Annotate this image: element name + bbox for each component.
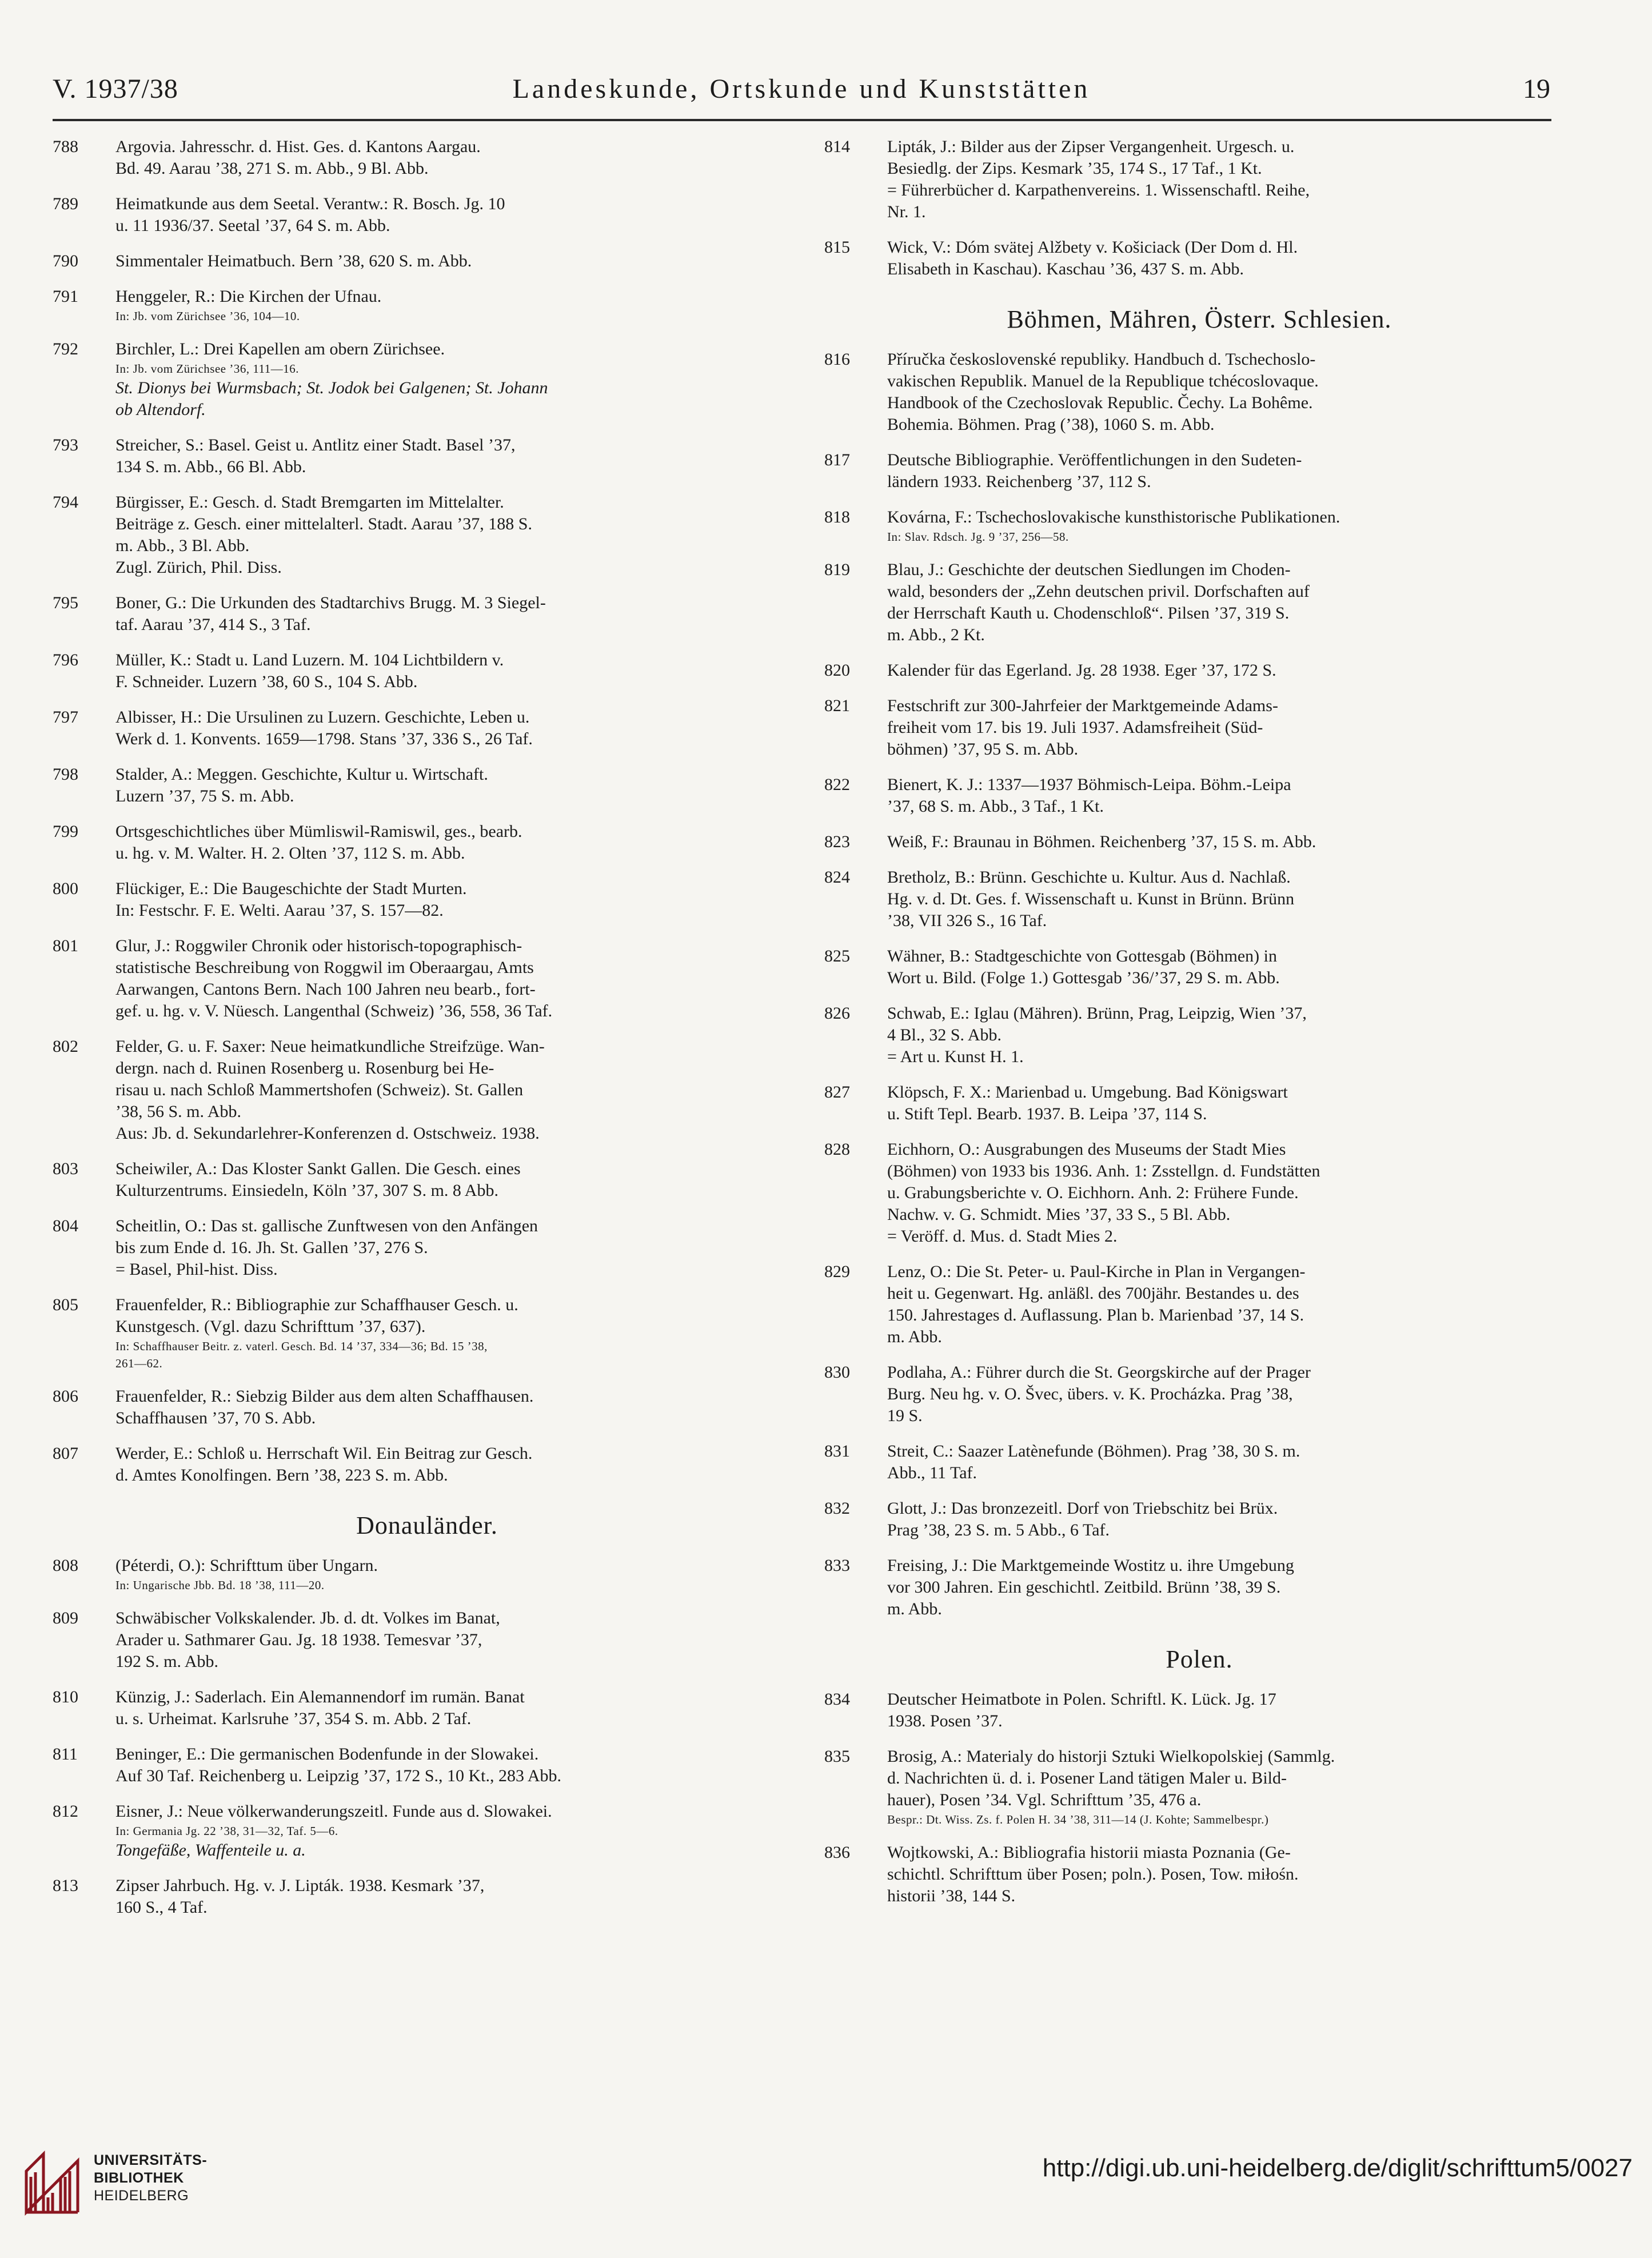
bibliography-entry bbox=[824, 1003, 1551, 1068]
entry-text-line: 192 S. m. Abb. bbox=[115, 1652, 219, 1671]
entry-number: 791 bbox=[53, 287, 78, 306]
library-name bbox=[94, 2152, 207, 2205]
entry-text-line: statistische Beschreibung von Roggwil im Oberaargau, Amts bbox=[115, 958, 534, 977]
entry-text-line: m. Abb., 2 Kt. bbox=[887, 625, 985, 644]
bibliography-entry bbox=[53, 764, 779, 807]
entry-text-line: Bienert, K. J.: 1337—1937 Böhmisch-Leipa. Böhm.-Leipa bbox=[887, 775, 1291, 794]
entry-text-line: u. s. Urheimat. Karlsruhe ’37, 354 S. m. Abb. 2 Taf. bbox=[115, 1709, 472, 1728]
entry-text-line: freiheit vom 17. bis 19. Juli 1937. Adamsfreiheit (Süd- bbox=[887, 718, 1263, 737]
entry-text-line: Ortsgeschichtliches über Mümliswil-Ramiswil, ges., bearb. bbox=[115, 822, 522, 841]
entry-text-line: 1938. Posen ’37. bbox=[887, 1712, 1003, 1730]
ub-heidelberg-logo-icon bbox=[21, 2148, 83, 2217]
entry-text-line: Deutscher Heimatbote in Polen. Schriftl. K. Lück. Jg. 17 bbox=[887, 1690, 1276, 1709]
entry-text-line: Bretholz, B.: Brünn. Geschichte u. Kultur. Aus d. Nachlaß. bbox=[887, 868, 1291, 887]
entry-text-line: Glott, J.: Das bronzezeitl. Dorf von Triebschitz bei Brüx. bbox=[887, 1499, 1278, 1518]
library-line-2: BIBLIOTHEK bbox=[94, 2170, 184, 2186]
entry-number: 833 bbox=[824, 1556, 850, 1575]
entry-number: 802 bbox=[53, 1037, 78, 1056]
entry-source-note: In: Schaffhauser Beitr. z. vaterl. Gesch. Bd. 14 ’37, 334—36; Bd. 15 ’38, bbox=[115, 1339, 488, 1353]
bibliography-entry bbox=[53, 1875, 779, 1918]
entry-text-line: u. 11 1936/37. Seetal ’37, 64 S. m. Abb. bbox=[115, 216, 390, 235]
bibliography-entry bbox=[53, 492, 779, 579]
bibliography-entry bbox=[824, 774, 1551, 817]
entry-number: 834 bbox=[824, 1690, 850, 1709]
entry-source-note: In: Jb. vom Zürichsee ’36, 104—10. bbox=[115, 309, 300, 323]
entry-number: 814 bbox=[824, 137, 850, 156]
bibliography-entry bbox=[53, 1443, 779, 1486]
bibliography-entry bbox=[53, 1215, 779, 1280]
entry-text-line: ländern 1933. Reichenberg ’37, 112 S. bbox=[887, 472, 1151, 491]
entry-number: 792 bbox=[53, 340, 78, 358]
entry-number: 831 bbox=[824, 1442, 850, 1461]
bibliography-entry bbox=[53, 935, 779, 1022]
entry-text-line: Werk d. 1. Konvents. 1659—1798. Stans ’37, 336 S., 26 Taf. bbox=[115, 729, 533, 748]
bibliography-entry bbox=[824, 449, 1551, 493]
entry-text-line: Bd. 49. Aarau ’38, 271 S. m. Abb., 9 Bl. Abb. bbox=[115, 159, 429, 178]
bibliography-entry bbox=[53, 1686, 779, 1730]
entry-text-line: ’38, 56 S. m. Abb. bbox=[115, 1102, 242, 1121]
bibliography-entry bbox=[824, 506, 1551, 545]
entry-text-line: Wähner, B.: Stadtgeschichte von Gottesgab (Böhmen) in bbox=[887, 947, 1277, 966]
entry-source-note: In: Ungarische Jbb. Bd. 18 ’38, 111—20. bbox=[115, 1578, 325, 1592]
bibliography-entry bbox=[53, 1036, 779, 1144]
bibliography-entry bbox=[53, 707, 779, 750]
bibliography-entry bbox=[53, 878, 779, 921]
entry-text-line: Prag ’38, 23 S. m. 5 Abb., 6 Taf. bbox=[887, 1521, 1110, 1539]
entry-source-note: Bespr.: Dt. Wiss. Zs. f. Polen H. 34 ’38, 311—14 (J. Kohte; Sammelbespr.) bbox=[887, 1813, 1269, 1826]
page-number: 19 bbox=[1523, 74, 1550, 104]
entry-italic-note: Tongefäße, Waffenteile u. a. bbox=[115, 1841, 306, 1860]
entry-number: 789 bbox=[53, 194, 78, 213]
entry-text-line: böhmen) ’37, 95 S. m. Abb. bbox=[887, 740, 1079, 759]
entry-number: 810 bbox=[53, 1687, 78, 1706]
entry-text-line: Příručka československé republiky. Handbuch d. Tschechoslo- bbox=[887, 350, 1316, 369]
bibliography-entry bbox=[824, 1746, 1551, 1828]
entry-text-line: Streicher, S.: Basel. Geist u. Antlitz einer Stadt. Basel ’37, bbox=[115, 436, 516, 454]
page-footer bbox=[21, 2148, 1633, 2223]
bibliography-entry bbox=[824, 1139, 1551, 1247]
entry-text-line: schichtl. Schrifttum über Posen; poln.). Posen, Tow. miłośn. bbox=[887, 1865, 1299, 1884]
bibliography-entry bbox=[53, 286, 779, 325]
library-line-3: HEIDELBERG bbox=[94, 2188, 189, 2204]
bibliography-entry bbox=[824, 695, 1551, 760]
entry-source-note: In: Germania Jg. 22 ’38, 31—32, Taf. 5—6. bbox=[115, 1824, 338, 1838]
entry-number: 808 bbox=[53, 1556, 78, 1575]
entry-text-line: Lipták, J.: Bilder aus der Zipser Vergangenheit. Urgesch. u. bbox=[887, 137, 1295, 156]
entry-number: 818 bbox=[824, 508, 850, 526]
entry-text-line: u. hg. v. M. Walter. H. 2. Olten ’37, 112 S. m. Abb. bbox=[115, 844, 465, 863]
bibliography-entry bbox=[824, 831, 1551, 853]
entry-text-line: der Herrschaft Kauth u. Chodenschloß“. Pilsen ’37, 319 S. bbox=[887, 604, 1290, 623]
entry-text-line: bis zum Ende d. 16. Jh. St. Gallen ’37, 276 S. bbox=[115, 1238, 428, 1257]
bibliography-entry bbox=[53, 1294, 779, 1372]
entry-text-line: Kalender für das Egerland. Jg. 28 1938. Eger ’37, 172 S. bbox=[887, 661, 1276, 680]
entry-text-line: Simmentaler Heimatbuch. Bern ’38, 620 S. m. Abb. bbox=[115, 252, 472, 270]
bibliography-entry bbox=[53, 592, 779, 636]
entry-text-line: m. Abb. bbox=[887, 1327, 942, 1346]
entry-text-line: = Art u. Kunst H. 1. bbox=[887, 1047, 1024, 1066]
right-column bbox=[824, 136, 1551, 1921]
entry-text-line: 19 S. bbox=[887, 1406, 923, 1425]
entry-number: 816 bbox=[824, 350, 850, 369]
entry-number: 804 bbox=[53, 1216, 78, 1235]
entry-text-line: u. Grabungsberichte v. O. Eichhorn. Anh. 2: Frühere Funde. bbox=[887, 1183, 1299, 1202]
bibliography-entry bbox=[824, 1689, 1551, 1732]
entry-text-line: = Veröff. d. Mus. d. Stadt Mies 2. bbox=[887, 1227, 1118, 1246]
entry-text-line: Schwäbischer Volkskalender. Jb. d. dt. Volkes im Banat, bbox=[115, 1609, 500, 1627]
bibliography-entry bbox=[53, 1555, 779, 1594]
entry-text-line: Hg. v. d. Dt. Ges. f. Wissenschaft u. Kunst in Brünn. Brünn bbox=[887, 889, 1295, 908]
entry-text-line: Albisser, H.: Die Ursulinen zu Luzern. Geschichte, Leben u. bbox=[115, 708, 530, 727]
entry-number: 830 bbox=[824, 1363, 850, 1382]
entry-number: 821 bbox=[824, 696, 850, 715]
entry-number: 807 bbox=[53, 1444, 78, 1463]
entry-number: 826 bbox=[824, 1004, 850, 1023]
entry-text-line: u. Stift Tepl. Bearb. 1937. B. Leipa ’37, 114 S. bbox=[887, 1104, 1207, 1123]
entry-text-line: wald, besonders der „Zehn deutschen privil. Dorfschaften auf bbox=[887, 582, 1310, 601]
entry-text-line: In: Festschr. F. E. Welti. Aarau ’37, S. 157—82. bbox=[115, 901, 444, 920]
entry-number: 806 bbox=[53, 1387, 78, 1406]
entry-number: 828 bbox=[824, 1140, 850, 1159]
entry-text-line: Bohemia. Böhmen. Prag (’38), 1060 S. m. Abb. bbox=[887, 415, 1215, 434]
entry-text-line: (Péterdi, O.): Schrifttum über Ungarn. bbox=[115, 1556, 378, 1575]
bibliography-entry bbox=[53, 136, 779, 179]
entry-text-line: F. Schneider. Luzern ’38, 60 S., 104 S. Abb. bbox=[115, 672, 418, 691]
bibliography-entry bbox=[824, 1082, 1551, 1125]
entry-text-line: 150. Jahrestages d. Auflassung. Plan b. Marienbad ’37, 14 S. bbox=[887, 1306, 1304, 1325]
bibliography-entry bbox=[824, 1261, 1551, 1348]
entry-number: 819 bbox=[824, 560, 850, 579]
entry-text-line: Argovia. Jahresschr. d. Hist. Ges. d. Kantons Aargau. bbox=[115, 137, 481, 156]
bibliography-entry bbox=[53, 193, 779, 237]
entry-number: 817 bbox=[824, 450, 850, 469]
entry-text-line: 134 S. m. Abb., 66 Bl. Abb. bbox=[115, 457, 306, 476]
entry-number: 809 bbox=[53, 1609, 78, 1627]
entry-text-line: Birchler, L.: Drei Kapellen am obern Zürichsee. bbox=[115, 340, 445, 358]
entry-text-line: Scheiwiler, A.: Das Kloster Sankt Gallen. Die Gesch. eines bbox=[115, 1159, 521, 1178]
entry-text-line: Künzig, J.: Saderlach. Ein Alemannendorf im rumän. Banat bbox=[115, 1687, 525, 1706]
entry-number: 797 bbox=[53, 708, 78, 727]
entry-text-line: Weiß, F.: Braunau in Böhmen. Reichenberg ’37, 15 S. m. Abb. bbox=[887, 832, 1316, 851]
running-title: Landeskunde, Ortskunde und Kunststätten bbox=[512, 74, 1091, 104]
entry-text-line: Stalder, A.: Meggen. Geschichte, Kultur u. Wirtschaft. bbox=[115, 765, 488, 784]
entry-text-line: Bürgisser, E.: Gesch. d. Stadt Bremgarten im Mittelalter. bbox=[115, 493, 504, 512]
entry-text-line: Beninger, E.: Die germanischen Bodenfunde in der Slowakei. bbox=[115, 1745, 539, 1764]
entry-number: 824 bbox=[824, 868, 850, 887]
entry-text-line: Deutsche Bibliographie. Veröffentlichungen in den Sudeten- bbox=[887, 450, 1302, 469]
entry-number: 815 bbox=[824, 238, 850, 257]
entry-number: 805 bbox=[53, 1295, 78, 1314]
bibliography-entry bbox=[824, 349, 1551, 436]
entry-text-line: Glur, J.: Roggwiler Chronik oder historisch-topographisch- bbox=[115, 936, 522, 955]
entry-number: 829 bbox=[824, 1262, 850, 1281]
entry-text-line: heit u. Gegenwart. Hg. anläßl. des 700jähr. Bestandes u. des bbox=[887, 1284, 1299, 1303]
entry-text-line: Werder, E.: Schloß u. Herrschaft Wil. Ein Beitrag zur Gesch. bbox=[115, 1444, 533, 1463]
entry-number: 823 bbox=[824, 832, 850, 851]
entry-text-line: Scheitlin, O.: Das st. gallische Zunftwesen von den Anfängen bbox=[115, 1216, 538, 1235]
entry-number: 796 bbox=[53, 651, 78, 669]
entry-number: 825 bbox=[824, 947, 850, 966]
bibliography-entry bbox=[824, 1842, 1551, 1907]
entry-text-line: = Führerbücher d. Karpathenvereins. 1. Wissenschaftl. Reihe, bbox=[887, 181, 1310, 200]
entry-text-line: Felder, G. u. F. Saxer: Neue heimatkundliche Streifzüge. Wan- bbox=[115, 1037, 545, 1056]
entry-text-line: Lenz, O.: Die St. Peter- u. Paul-Kirche in Plan in Vergangen- bbox=[887, 1262, 1306, 1281]
entry-text-line: Boner, G.: Die Urkunden des Stadtarchivs Brugg. M. 3 Siegel- bbox=[115, 593, 546, 612]
entry-text-line: Eichhorn, O.: Ausgrabungen des Museums der Stadt Mies bbox=[887, 1140, 1286, 1159]
entry-number: 799 bbox=[53, 822, 78, 841]
entry-text-line: Brosig, A.: Materialy do historji Sztuki Wielkopolskiej (Sammlg. bbox=[887, 1747, 1335, 1766]
source-url-link[interactable]: http://digi.ub.uni-heidelberg.de/diglit/schrifttum5/0027 bbox=[1042, 2154, 1633, 2182]
entry-number: 790 bbox=[53, 252, 78, 270]
section-heading: Polen. bbox=[1166, 1645, 1233, 1673]
entry-text-line: taf. Aarau ’37, 414 S., 3 Taf. bbox=[115, 615, 311, 634]
entry-text-line: m. Abb. bbox=[887, 1599, 942, 1618]
entry-number: 836 bbox=[824, 1843, 850, 1862]
bibliography-entry bbox=[824, 1441, 1551, 1484]
entry-text-line: Klöpsch, F. X.: Marienbad u. Umgebung. Bad Königswart bbox=[887, 1083, 1288, 1102]
entry-text-line: Streit, C.: Saazer Latènefunde (Böhmen). Prag ’38, 30 S. m. bbox=[887, 1442, 1300, 1461]
entry-text-line: Handbook of the Czechoslovak Republic. Čechy. La Bohême. bbox=[887, 393, 1313, 412]
entry-text-line: Aarwangen, Cantons Bern. Nach 100 Jahren neu bearb., fort- bbox=[115, 980, 536, 999]
left-column bbox=[53, 136, 779, 1932]
entry-source-note: In: Slav. Rdsch. Jg. 9 ’37, 256—58. bbox=[887, 530, 1069, 544]
entry-text-line: ’38, VII 326 S., 16 Taf. bbox=[887, 911, 1047, 930]
entry-text-line: m. Abb., 3 Bl. Abb. bbox=[115, 536, 250, 555]
bibliography-entry bbox=[53, 1158, 779, 1202]
entry-number: 811 bbox=[53, 1745, 78, 1764]
entry-number: 812 bbox=[53, 1802, 78, 1821]
entry-text-line: Beiträge z. Gesch. einer mittelalterl. Stadt. Aarau ’37, 188 S. bbox=[115, 514, 532, 533]
bibliography-entry bbox=[824, 867, 1551, 932]
bibliography-entry bbox=[53, 1801, 779, 1861]
entry-italic-note: ob Altendorf. bbox=[115, 400, 206, 419]
entry-text-line: Nr. 1. bbox=[887, 202, 926, 221]
entry-text-line: dergn. nach d. Ruinen Rosenberg u. Rosenburg bei He- bbox=[115, 1059, 494, 1078]
entry-text-line: Kunstgesch. (Vgl. dazu Schrifttum ’37, 637). bbox=[115, 1317, 426, 1336]
entry-text-line: Heimatkunde aus dem Seetal. Verantw.: R. Bosch. Jg. 10 bbox=[115, 194, 505, 213]
entry-text-line: Blau, J.: Geschichte der deutschen Siedlungen im Choden- bbox=[887, 560, 1291, 579]
entry-text-line: Luzern ’37, 75 S. m. Abb. bbox=[115, 787, 294, 805]
bibliography-entry bbox=[824, 946, 1551, 989]
entry-source-note: 261—62. bbox=[115, 1357, 163, 1370]
entry-text-line: Kovárna, F.: Tschechoslovakische kunsthistorische Publikationen. bbox=[887, 508, 1340, 526]
entry-text-line: gef. u. hg. v. V. Nüesch. Langenthal (Schweiz) ’36, 558, 36 Taf. bbox=[115, 1002, 553, 1020]
entry-text-line: = Basel, Phil-hist. Diss. bbox=[115, 1260, 278, 1279]
entry-text-line: vor 300 Jahren. Ein geschichtl. Zeitbild. Brünn ’38, 39 S. bbox=[887, 1578, 1281, 1597]
entry-number: 803 bbox=[53, 1159, 78, 1178]
entry-text-line: Besiedlg. der Zips. Kesmark ’35, 174 S., 17 Taf., 1 Kt. bbox=[887, 159, 1262, 178]
entry-text-line: Arader u. Sathmarer Gau. Jg. 18 1938. Temesvar ’37, bbox=[115, 1630, 482, 1649]
entry-text-line: (Böhmen) von 1933 bis 1936. Anh. 1: Zsstellgn. d. Fundstätten bbox=[887, 1162, 1320, 1180]
entry-text-line: Eisner, J.: Neue völkerwanderungszeitl. Funde aus d. Slowakei. bbox=[115, 1802, 552, 1821]
bibliography-entry bbox=[53, 250, 779, 272]
entry-number: 794 bbox=[53, 493, 78, 512]
entry-text-line: Burg. Neu hg. v. O. Švec, übers. v. K. Procházka. Prag ’38, bbox=[887, 1385, 1293, 1403]
bibliography-entry bbox=[824, 559, 1551, 646]
bibliography-entry bbox=[824, 1555, 1551, 1620]
bibliography-entry bbox=[824, 237, 1551, 280]
entry-number: 835 bbox=[824, 1747, 850, 1766]
bibliography-entry bbox=[824, 660, 1551, 681]
entry-text-line: Müller, K.: Stadt u. Land Luzern. M. 104 Lichtbildern v. bbox=[115, 651, 504, 669]
entry-text-line: Zipser Jahrbuch. Hg. v. J. Lipták. 1938. Kesmark ’37, bbox=[115, 1876, 485, 1895]
entry-text-line: Festschrift zur 300-Jahrfeier der Marktgemeinde Adams- bbox=[887, 696, 1278, 715]
entry-number: 827 bbox=[824, 1083, 850, 1102]
entry-text-line: hauer), Posen ’34. Vgl. Schrifttum ’35, 476 a. bbox=[887, 1790, 1202, 1809]
entry-text-line: 160 S., 4 Taf. bbox=[115, 1898, 208, 1917]
entry-italic-note: St. Dionys bei Wurmsbach; St. Jodok bei Galgenen; St. Johann bbox=[115, 378, 548, 397]
entry-number: 798 bbox=[53, 765, 78, 784]
entry-text-line: d. Amtes Konolfingen. Bern ’38, 223 S. m. Abb. bbox=[115, 1466, 448, 1485]
bibliography-entry bbox=[53, 649, 779, 693]
bibliography-entry bbox=[824, 1362, 1551, 1427]
bibliography-entry bbox=[53, 1386, 779, 1429]
entry-text-line: ’37, 68 S. m. Abb., 3 Taf., 1 Kt. bbox=[887, 797, 1104, 816]
entry-number: 813 bbox=[53, 1876, 78, 1895]
entry-text-line: Nachw. v. G. Schmidt. Mies ’37, 33 S., 5 Bl. Abb. bbox=[887, 1205, 1231, 1224]
entry-text-line: historii ’38, 144 S. bbox=[887, 1886, 1016, 1905]
library-line-1: UNIVERSITÄTS- bbox=[94, 2152, 208, 2168]
entry-text-line: Flückiger, E.: Die Baugeschichte der Stadt Murten. bbox=[115, 879, 467, 898]
entry-text-line: Kulturzentrums. Einsiedeln, Köln ’37, 307 S. m. 8 Abb. bbox=[115, 1181, 498, 1200]
entry-text-line: Aus: Jb. d. Sekundarlehrer-Konferenzen d. Ostschweiz. 1938. bbox=[115, 1124, 540, 1143]
header-rule bbox=[53, 119, 1551, 121]
page-header bbox=[53, 73, 1550, 119]
entry-text-line: Frauenfelder, R.: Bibliographie zur Schaffhauser Gesch. u. bbox=[115, 1295, 518, 1314]
entry-text-line: Schwab, E.: Iglau (Mähren). Brünn, Prag, Leipzig, Wien ’37, bbox=[887, 1004, 1307, 1023]
entry-text-line: vakischen Republik. Manuel de la Republique tchécoslovaque. bbox=[887, 372, 1319, 390]
entry-number: 800 bbox=[53, 879, 78, 898]
bibliography-entry bbox=[53, 821, 779, 864]
entry-text-line: Wick, V.: Dóm svätej Alžbety v. Košiciack (Der Dom d. Hl. bbox=[887, 238, 1298, 257]
entry-number: 822 bbox=[824, 775, 850, 794]
entry-text-line: Henggeler, R.: Die Kirchen der Ufnau. bbox=[115, 287, 382, 306]
entry-text-line: Abb., 11 Taf. bbox=[887, 1463, 977, 1482]
entry-text-line: d. Nachrichten ü. d. i. Posener Land tätigen Maler u. Bild- bbox=[887, 1769, 1287, 1788]
entry-text-line: Wort u. Bild. (Folge 1.) Gottesgab ’36/’37, 29 S. m. Abb. bbox=[887, 968, 1280, 987]
entry-number: 788 bbox=[53, 137, 78, 156]
entry-text-line: Podlaha, A.: Führer durch die St. Georgskirche auf der Prager bbox=[887, 1363, 1311, 1382]
entry-text-line: Frauenfelder, R.: Siebzig Bilder aus dem alten Schaffhausen. bbox=[115, 1387, 534, 1406]
bibliography-entry bbox=[53, 434, 779, 478]
section-heading: Böhmen, Mähren, Österr. Schlesien. bbox=[1007, 305, 1392, 333]
entry-text-line: Auf 30 Taf. Reichenberg u. Leipzig ’37, 172 S., 10 Kt., 283 Abb. bbox=[115, 1766, 562, 1785]
entry-text-line: Wojtkowski, A.: Bibliografia historii miasta Poznania (Ge- bbox=[887, 1843, 1291, 1862]
bibliography-entry bbox=[53, 1744, 779, 1787]
entry-number: 795 bbox=[53, 593, 78, 612]
bibliography-entry bbox=[53, 1607, 779, 1673]
bibliography-entry bbox=[53, 338, 779, 421]
entry-text-line: risau u. nach Schloß Mammertshofen (Schweiz). St. Gallen bbox=[115, 1080, 524, 1099]
volume-label: V. 1937/38 bbox=[53, 74, 178, 104]
entry-text-line: Zugl. Zürich, Phil. Diss. bbox=[115, 558, 282, 577]
entry-number: 793 bbox=[53, 436, 78, 454]
entry-number: 832 bbox=[824, 1499, 850, 1518]
section-heading: Donauländer. bbox=[356, 1511, 498, 1539]
entry-number: 820 bbox=[824, 661, 850, 680]
entry-text-line: Schaffhausen ’37, 70 S. Abb. bbox=[115, 1409, 316, 1427]
entry-source-note: In: Jb. vom Zürichsee ’36, 111—16. bbox=[115, 362, 300, 376]
entry-text-line: Freising, J.: Die Marktgemeinde Wostitz u. ihre Umgebung bbox=[887, 1556, 1294, 1575]
bibliography-entry bbox=[824, 136, 1551, 223]
entry-text-line: 4 Bl., 32 S. Abb. bbox=[887, 1026, 1002, 1044]
entry-text-line: Elisabeth in Kaschau). Kaschau ’36, 437 S. m. Abb. bbox=[887, 260, 1244, 278]
bibliography-entry bbox=[824, 1498, 1551, 1541]
entry-number: 801 bbox=[53, 936, 78, 955]
